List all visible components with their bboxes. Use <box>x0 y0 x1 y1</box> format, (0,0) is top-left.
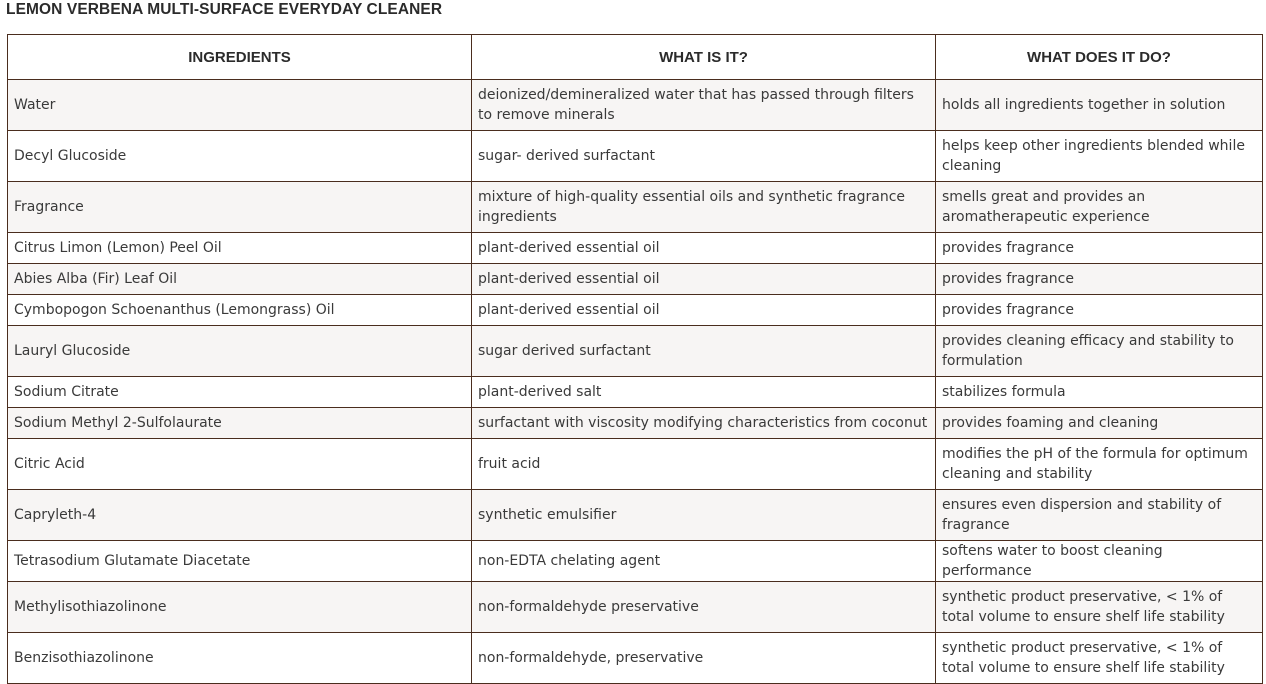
ingredient-name-cell: Water <box>8 80 472 131</box>
table-header-row <box>8 35 1263 80</box>
ingredient-type-cell: non-formaldehyde preservative <box>472 582 936 633</box>
ingredient-function-cell: modifies the pH of the formula for optimum cleaning and stability <box>936 439 1263 490</box>
ingredient-function-cell: helps keep other ingredients blended while cleaning <box>936 131 1263 182</box>
ingredient-name-cell: Lauryl Glucoside <box>8 326 472 377</box>
ingredient-function-cell: synthetic product preservative, < 1% of total volume to ensure shelf life stability <box>936 633 1263 684</box>
header-what-does-it-do: WHAT DOES IT DO? <box>936 35 1263 80</box>
ingredient-function-cell: smells great and provides an aromatherapeutic experience <box>936 182 1263 233</box>
ingredients-table <box>7 34 1263 684</box>
ingredient-name-cell: Sodium Methyl 2-Sulfolaurate <box>8 408 472 439</box>
table-row <box>8 408 1263 439</box>
ingredient-function-cell: ensures even dispersion and stability of fragrance <box>936 490 1263 541</box>
ingredient-type-cell: sugar derived surfactant <box>472 326 936 377</box>
table-row <box>8 490 1263 541</box>
table-row <box>8 326 1263 377</box>
ingredient-name-cell: Methylisothiazolinone <box>8 582 472 633</box>
ingredient-name-cell: Citric Acid <box>8 439 472 490</box>
table-row <box>8 541 1263 582</box>
ingredient-type-cell: fruit acid <box>472 439 936 490</box>
table-row <box>8 633 1263 684</box>
table-row <box>8 80 1263 131</box>
ingredient-function-cell: provides foaming and cleaning <box>936 408 1263 439</box>
ingredient-function-cell: provides fragrance <box>936 233 1263 264</box>
table-row <box>8 377 1263 408</box>
ingredient-name-cell: Sodium Citrate <box>8 377 472 408</box>
ingredient-name-cell: Fragrance <box>8 182 472 233</box>
ingredient-type-cell: plant-derived essential oil <box>472 264 936 295</box>
ingredient-name-cell: Benzisothiazolinone <box>8 633 472 684</box>
ingredient-name-cell: Cymbopogon Schoenanthus (Lemongrass) Oil <box>8 295 472 326</box>
ingredient-type-cell: sugar- derived surfactant <box>472 131 936 182</box>
ingredient-type-cell: synthetic emulsifier <box>472 490 936 541</box>
ingredient-name-cell: Capryleth-4 <box>8 490 472 541</box>
table-row <box>8 439 1263 490</box>
ingredient-function-cell: provides fragrance <box>936 295 1263 326</box>
ingredient-type-cell: plant-derived essential oil <box>472 233 936 264</box>
ingredient-type-cell: deionized/demineralized water that has passed through filters to remove minerals <box>472 80 936 131</box>
ingredient-function-cell: softens water to boost cleaning performance <box>936 541 1263 582</box>
table-row <box>8 264 1263 295</box>
ingredient-type-cell: non-formaldehyde, preservative <box>472 633 936 684</box>
ingredient-name-cell: Abies Alba (Fir) Leaf Oil <box>8 264 472 295</box>
ingredient-name-cell: Tetrasodium Glutamate Diacetate <box>8 541 472 582</box>
ingredient-name-cell: Citrus Limon (Lemon) Peel Oil <box>8 233 472 264</box>
table-row <box>8 182 1263 233</box>
ingredient-function-cell: holds all ingredients together in solution <box>936 80 1263 131</box>
ingredient-type-cell: surfactant with viscosity modifying characteristics from coconut <box>472 408 936 439</box>
ingredient-function-cell: provides cleaning efficacy and stability to formulation <box>936 326 1263 377</box>
ingredient-type-cell: plant-derived salt <box>472 377 936 408</box>
header-what-is-it: WHAT IS IT? <box>472 35 936 80</box>
table-row <box>8 131 1263 182</box>
ingredient-function-cell: provides fragrance <box>936 264 1263 295</box>
header-ingredients: INGREDIENTS <box>8 35 472 80</box>
ingredient-function-cell: stabilizes formula <box>936 377 1263 408</box>
ingredient-type-cell: mixture of high-quality essential oils and synthetic fragrance ingredients <box>472 182 936 233</box>
page-title: LEMON VERBENA MULTI-SURFACE EVERYDAY CLEANER <box>6 1 443 18</box>
ingredient-name-cell: Decyl Glucoside <box>8 131 472 182</box>
table-row <box>8 295 1263 326</box>
table-row <box>8 582 1263 633</box>
ingredient-type-cell: plant-derived essential oil <box>472 295 936 326</box>
table-row <box>8 233 1263 264</box>
ingredient-type-cell: non-EDTA chelating agent <box>472 541 936 582</box>
ingredient-function-cell: synthetic product preservative, < 1% of total volume to ensure shelf life stability <box>936 582 1263 633</box>
